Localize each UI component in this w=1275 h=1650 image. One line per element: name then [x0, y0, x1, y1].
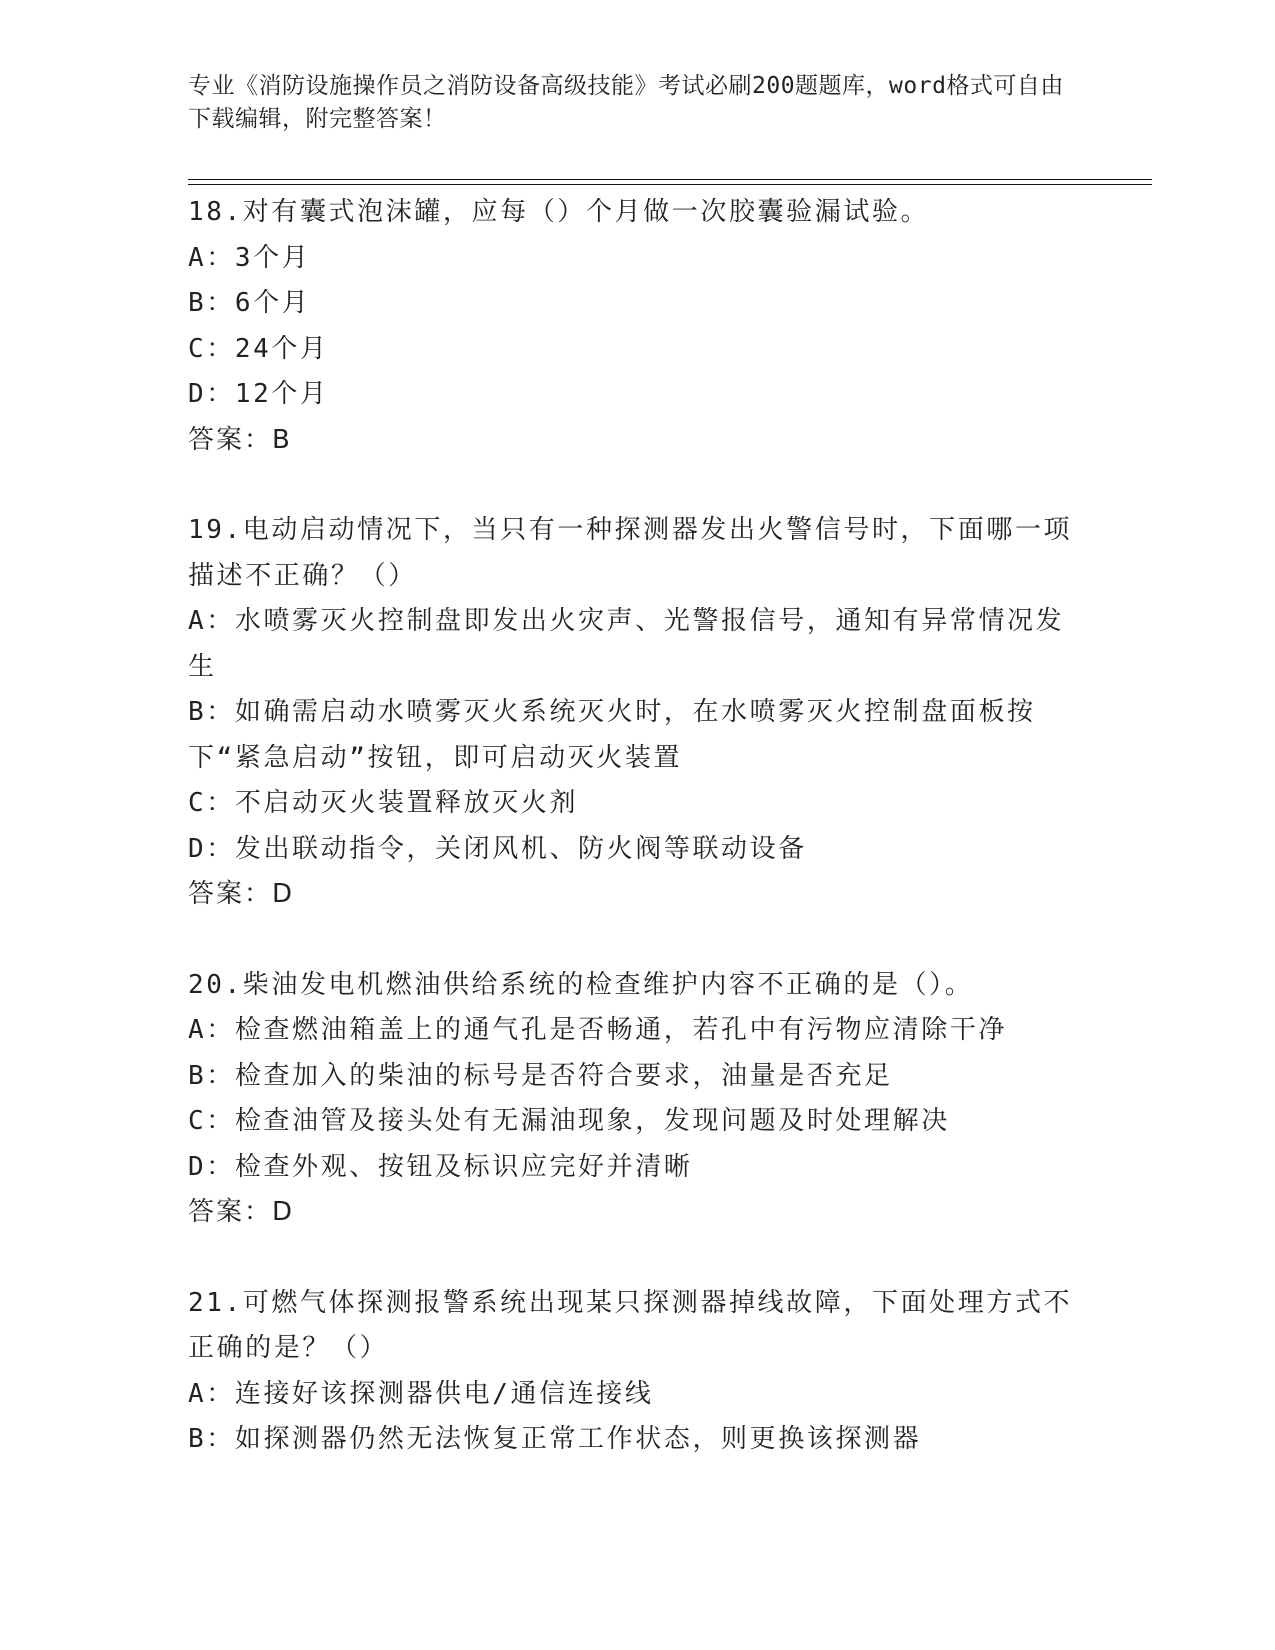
option-b: B：6个月 — [188, 288, 311, 318]
option-a: A：连接好该探测器供电/通信连接线 — [188, 1378, 654, 1409]
question-20 — [188, 963, 1088, 1236]
answer-label: 答案：D — [188, 1197, 295, 1227]
question-stem: 19.电动启动情况下，当只有一种探测器发出火警信号时，下面哪一项描述不正确？（） — [188, 515, 1073, 591]
question-21 — [188, 1281, 1088, 1463]
answer-label: 答案：D — [188, 879, 295, 909]
option-d: D：发出联动指令，关闭风机、防火阀等联动设备 — [188, 833, 807, 864]
option-c: C：24个月 — [188, 333, 329, 364]
option-b: B：如确需启动水喷雾灭火系统灭火时，在水喷雾灭火控制盘面板按下“紧急启动”按钮，即可启动灭火装置 — [188, 697, 1036, 773]
answer-label: 答案：B — [188, 424, 292, 455]
option-a: A：3个月 — [188, 242, 311, 273]
option-b: B：如探测器仍然无法恢复正常工作状态，则更换该探测器 — [188, 1424, 922, 1454]
option-d: D：检查外观、按钮及标识应完好并清晰 — [188, 1151, 693, 1182]
question-stem: 21.可燃气体探测报警系统出现某只探测器掉线故障，下面处理方式不正确的是？（） — [188, 1287, 1073, 1363]
header-rule-top — [188, 179, 1152, 180]
question-stem: 20.柴油发电机燃油供给系统的检查维护内容不正确的是（）。 — [188, 969, 974, 1000]
option-a: A：水喷雾灭火控制盘即发出火灾声、光警报信号，通知有异常情况发生 — [188, 606, 1065, 682]
option-a: A：检查燃油箱盖上的通气孔是否畅通，若孔中有污物应清除干净 — [188, 1015, 1008, 1045]
option-c: C：不启动灭火装置释放灭火剂 — [188, 788, 579, 818]
option-d: D：12个月 — [188, 379, 329, 409]
question-18 — [188, 190, 1088, 463]
option-c: C：检查油管及接头处有无漏油现象，发现问题及时处理解决 — [188, 1106, 950, 1136]
question-19 — [188, 508, 1088, 918]
question-list — [188, 190, 1088, 1463]
header-rule-bottom — [188, 184, 1152, 185]
document-header: 专业《消防设施操作员之消防设备高级技能》考试必刷200题题库，word格式可自由下载编辑，附完整答案！ — [188, 73, 1064, 132]
option-b: B：检查加入的柴油的标号是否符合要求，油量是否充足 — [188, 1060, 893, 1091]
question-stem: 18.对有囊式泡沫罐，应每（）个月做一次胶囊验漏试验。 — [188, 197, 930, 227]
